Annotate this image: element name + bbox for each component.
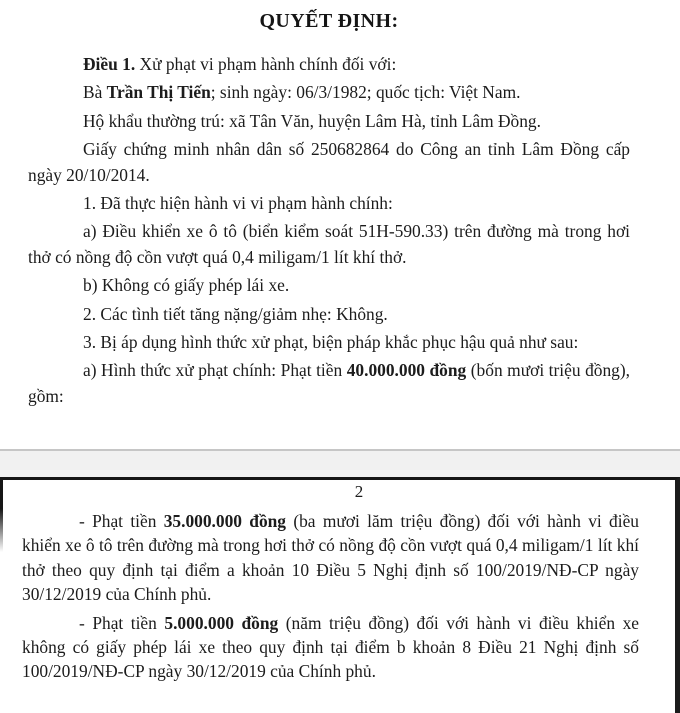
person-name: Trần Thị Tiến [106, 82, 211, 103]
fine-5m-prefix: - Phạt tiền [79, 613, 165, 634]
paragraph-article-1 [28, 52, 630, 77]
violation-a-text: a) Điều khiển xe ô tô (biển kiểm soát 51H-590.33) trên đường mà trong hơi thở có nồng độ cồn vượt quá 0,4 miligam/1 lít khí thở. [28, 221, 630, 267]
article-number: Điều 1. [83, 54, 140, 74]
violation-b-text: b) Không có giấy phép lái xe. [83, 275, 290, 296]
residence-text: Hộ khẩu thường trú: xã Tân Văn, huyện Lâm Hà, tỉnh Lâm Đồng. [83, 110, 541, 131]
person-prefix: Bà [83, 82, 107, 103]
main-fine-prefix: a) Hình thức xử phạt chính: Phạt tiền [83, 360, 347, 381]
paragraph-id-card [28, 137, 630, 188]
main-fine-amount: 40.000.000 đồng [346, 360, 467, 381]
sanctions-heading-text: 3. Bị áp dụng hình thức xử phạt, biện pháp khắc phục hậu quả như sau: [83, 332, 579, 353]
page-2 [0, 477, 680, 713]
fine-35m-prefix: - Phạt tiền [79, 511, 164, 532]
aggravating-text: 2. Các tình tiết tăng nặng/giảm nhẹ: Không. [83, 303, 388, 324]
page-separator [0, 449, 680, 477]
fine-35m-suffix: (ba mươi lăm triệu đồng) đối với hành vi điều khiển xe ô tô trên đường mà trong hơi thở có nồng độ cồn vượt quá 0,4 miligam/1 lít khí thở theo quy định tại điểm a khoản 10 Điều 5 Nghị định số 100/2019/NĐ-CP ngày 30/12/2019 của Chính phủ. [22, 511, 639, 604]
page-number: 2 [354, 482, 364, 501]
paragraph-violation-a [28, 219, 630, 270]
fine-35m-amount: 35.000.000 đồng [163, 511, 287, 532]
violations-heading-text: 1. Đã thực hiện hành vi vi phạm hành chính: [83, 193, 393, 214]
article-text: Xử phạt vi phạm hành chính đối với: [139, 54, 397, 74]
paragraph-person [28, 80, 630, 105]
paragraph-fine-35m [22, 509, 639, 606]
paragraph-main-fine [28, 358, 630, 409]
main-fine-suffix: (bốn mươi triệu đồng), gồm: [28, 360, 630, 406]
paragraph-residence [28, 109, 630, 134]
paragraph-violations-heading [28, 191, 630, 216]
paragraph-violation-b [28, 273, 630, 298]
fine-5m-suffix: (năm triệu đồng) đối với hành vi điều khiển xe không có giấy phép lái xe theo quy định tại điểm b khoản 8 Điều 21 Nghị định số 100/2019/NĐ-CP ngày 30/12/2019 của Chính phủ. [22, 613, 639, 682]
fine-5m-amount: 5.000.000 đồng [164, 613, 279, 634]
document-title: QUYẾT ĐỊNH: [259, 10, 399, 32]
id-card-text: Giấy chứng minh nhân dân số 250682864 do Công an tỉnh Lâm Đồng cấp ngày 20/10/2014. [28, 139, 630, 185]
paragraph-aggravating-circumstances [28, 302, 630, 327]
person-details: ; sinh ngày: 06/3/1982; quốc tịch: Việt Nam. [210, 82, 521, 103]
paragraph-fine-5m [22, 611, 639, 684]
paragraph-sanctions-heading [28, 330, 630, 355]
